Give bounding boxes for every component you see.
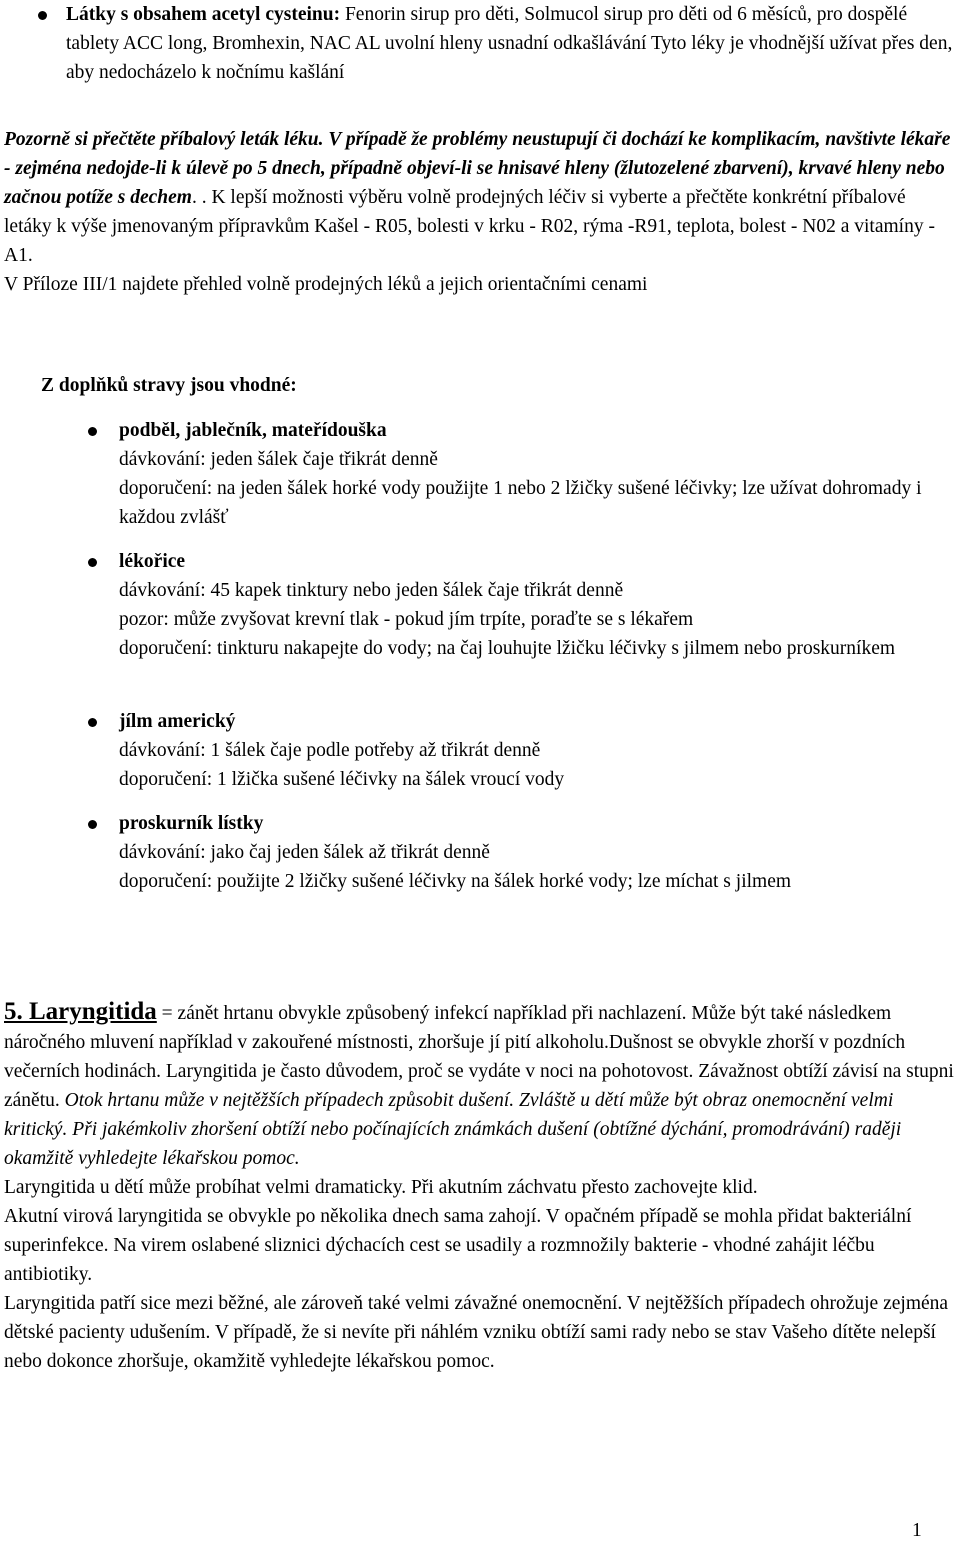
bullet-icon [88,718,97,727]
supplement-line: dávkování: 45 kapek tinktury nebo jeden šálek čaje třikrát denně [119,580,624,601]
warning-block [4,125,958,299]
supplement-name: jílm americký [119,711,236,732]
supplement-name: podběl, jablečník, mateřídouška [119,420,387,441]
laryngitis-lead: = zánět hrtanu obvykle způsobený infekcí například při nachlazení. Může být také následkem náročného mluvení například v zakouřené místnosti, zhoršuje jí pití alkoholu.Dušnost se obvykle zhorší v pozdních večerních hodinách. Laryngitida je často důvodem, proč se vydáte v noci na pohotovost. Závažnost obtíží závisí na stupni zánětu. [4,1003,954,1111]
laryngitis-warning: Otok hrtanu může v nejtěžších případech způsobit dušení. Zvláště u dětí může být obraz onemocnění velmi kritický. Při jakémkoliv zhoršení obtíží nebo počínajících známkách dušení (obtížné dýchání, promodrávání) raději okamžitě vyhledejte lékařskou pomoc. [4,1090,902,1169]
laryngitis-section [4,997,958,1376]
laryngitis-intro [4,997,958,1173]
supplement-name: lékořice [119,551,186,572]
warning-trailing: . . K lepší možnosti výběru volně prodejných léčiv si vyberte a přečtěte konkrétní příbalové letáky k výše jmenovaným přípravkům Kašel - R05, bolesti v krku - R02, rýma -R91, teplota, bolest - N02 a vitamíny - A1. [4,187,935,266]
supplement-item [119,416,959,532]
supplement-line: dávkování: jeden šálek čaje třikrát denně [119,449,438,470]
laryngitis-paragraph: Laryngitida u dětí může probíhat velmi dramaticky. Při akutním záchvatu přesto zachovejte klid. [4,1177,758,1198]
bullet-icon [38,11,47,20]
intro-list-item [66,0,956,87]
bullet-icon [88,427,97,436]
supplement-item [119,809,959,896]
bullet-icon [88,558,97,567]
supplement-item [119,707,959,794]
section-title: 5. Laryngitida [4,998,157,1025]
supplement-line: doporučení: 1 lžička sušené léčivky na šálek vroucí vody [119,769,565,790]
laryngitis-paragraph: Laryngitida patří sice mezi běžné, ale zároveň také velmi závažné onemocnění. V nejtěžších případech ohrožuje zejména dětské pacienty udušením. V případě, že si nevíte při náhlém vzniku obtíží sami rady nebo se stav Vašeho dítěte nelepší nebo dokonce zhoršuje, okamžitě vyhledejte lékařskou pomoc. [4,1293,949,1372]
supplements-heading: Z doplňků stravy jsou vhodné: [41,375,297,396]
warning-paragraph [4,125,958,270]
supplement-line: dávkování: jako čaj jeden šálek až třikrát denně [119,842,490,863]
intro-text: Fenorin sirup pro děti, Solmucol sirup pro děti od 6 měsíců, pro dospělé tablety ACC long, Bromhexin, NAC AL uvolní hleny usnadní odkašlávání Tyto léky je vhodnější užívat přes den, aby nedocházelo k nočnímu kašlání [66,4,953,83]
warning-italic: Pozorně si přečtěte příbalový leták léku. V případě že problémy neustupují či dochází ke komplikacím, navštivte lékaře - zejména nedojde-li k úlevě po 5 dnech, případně objeví-li se hnisavé hleny (žlutozelené zbarvení), krvavé hleny nebo začnou potíže s dechem [4,129,951,208]
intro-label: Látky s obsahem acetyl cysteinu: [66,4,341,25]
supplement-name: proskurník lístky [119,813,264,834]
supplement-item [119,547,959,663]
supplement-line: doporučení: tinkturu nakapejte do vody; na čaj louhujte lžičku léčivky s jilmem nebo proskurníkem [119,638,896,659]
bullet-icon [88,820,97,829]
page-number: 1 [912,1520,922,1541]
supplement-line: doporučení: použijte 2 lžičky sušené léčivky na šálek horké vody; lze míchat s jilmem [119,871,792,892]
laryngitis-paragraph: Akutní virová laryngitida se obvykle po několika dnech sama zahojí. V opačném případě se mohla přidat bakteriální superinfekce. Na virem oslabené sliznici dýchacích cest se usadily a rozmnožily bakterie - vhodné zahájit léčbu antibiotiky. [4,1206,912,1285]
supplement-line: pozor: může zvyšovat krevní tlak - pokud jím trpíte, poraďte se s lékařem [119,609,694,630]
supplement-line: dávkování: 1 šálek čaje podle potřeby až třikrát denně [119,740,541,761]
appendix-note: V Příloze III/1 najdete přehled volně prodejných léků a jejich orientačními cenami [4,274,648,295]
supplement-line: doporučení: na jeden šálek horké vody použijte 1 nebo 2 lžičky sušené léčivky; lze užívat dohromady i každou zvlášť [119,478,922,528]
